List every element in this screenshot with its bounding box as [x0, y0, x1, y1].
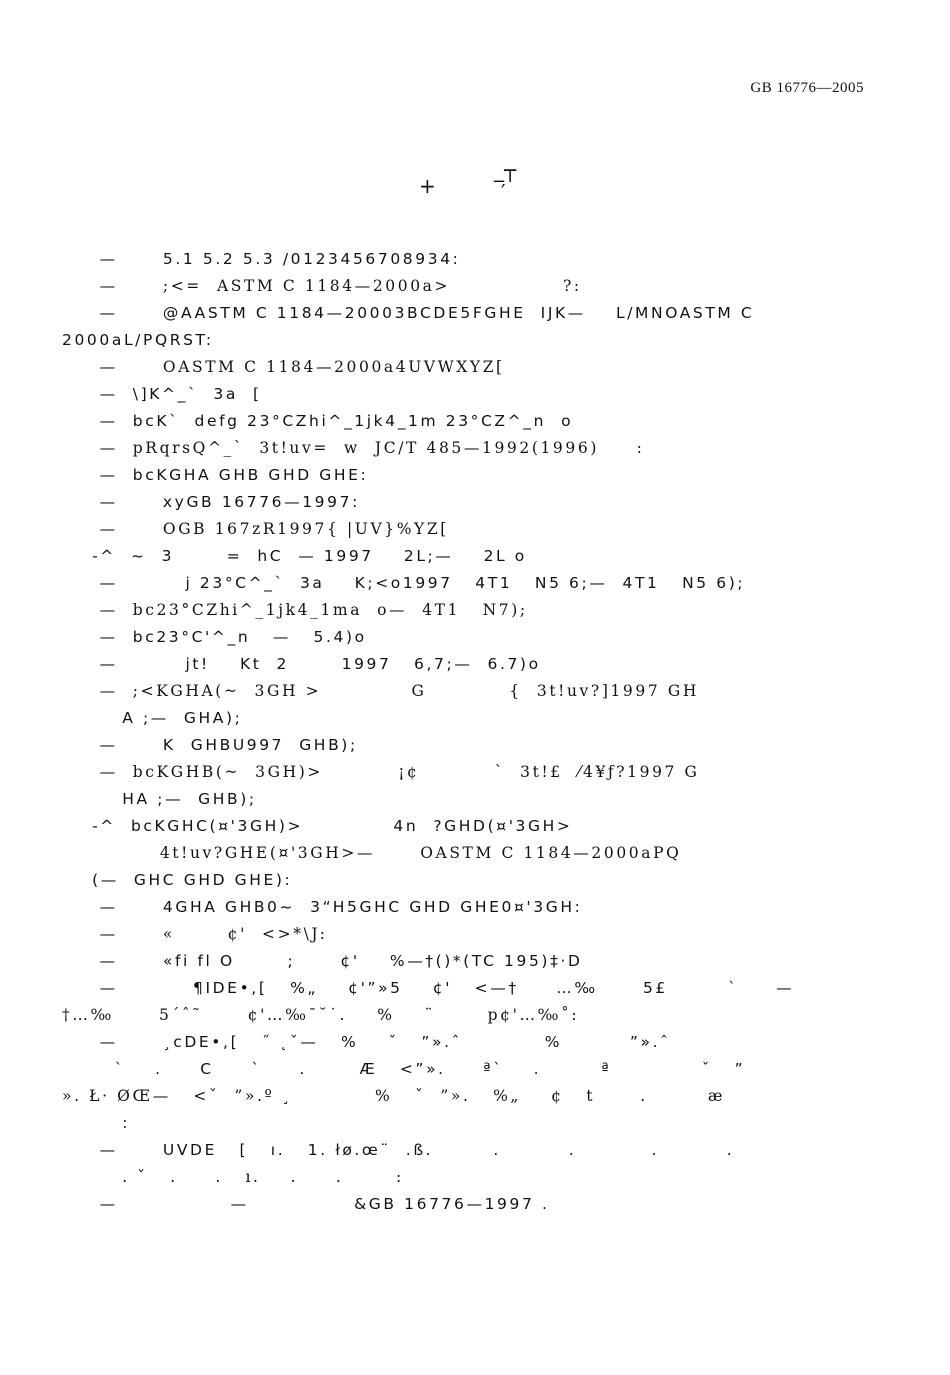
- text-line: — pRqrsQ^_` 3t!uv= w JC/T 485—1992(1996) :: [62, 439, 645, 457]
- text-line: 2000aL/PQRST:: [62, 331, 214, 349]
- text-line: — OASTM C 1184—2000a4UVWXYZ[: [62, 358, 505, 376]
- text-line: — \]K^_` 3a [: [62, 385, 262, 403]
- text-line: . ˇ . . ı. . . :: [62, 1168, 404, 1186]
- text-line: — 5.1 5.2 5.3 /0123456708934:: [62, 250, 461, 268]
- text-line: ` . C ` . Æ <”». ª` . ª ˇ ”: [62, 1060, 746, 1078]
- text-line: ». Ł· ØŒ— <ˇ ”».º ¸ % ˇ ”». %„ ¢ t . æ: [62, 1087, 726, 1105]
- text-line: — OGB 167zR1997{ |UV}%YZ[: [62, 520, 449, 538]
- text-line: — K GHBU997 GHB);: [62, 736, 358, 754]
- text-line: (— GHC GHD GHE):: [62, 871, 293, 889]
- text-line: — ¸cDE•,[ ˝ ˛ˇ— % ˇ ”».ˆ % ”».ˆ: [62, 1033, 671, 1051]
- text-line: A ;— GHA);: [62, 709, 243, 727]
- title-mark-top: _┬: [494, 158, 517, 182]
- text-line: — — &GB 16776—1997 .: [62, 1195, 550, 1213]
- text-line: -^ ~ 3 = hC — 1997 2L;— 2L o: [62, 547, 527, 565]
- text-line: — « ¢' <>*\J:: [62, 925, 328, 943]
- text-line: — bcKGHB(~ 3GH)> ¡¢ ` 3t!£ ⁄4¥ƒ?1997 G: [62, 763, 700, 781]
- text-line: — ;<= ASTM C 1184—2000a> ?:: [62, 277, 582, 295]
- text-line: — 4GHA GHB0~ 3“H5GHC GHD GHE0¤'3GH:: [62, 898, 583, 916]
- text-line: -^ bcKGHC(¤'3GH)> 4n ?GHD(¤'3GH>: [62, 817, 573, 835]
- text-line: — bc23°CZhi^_1jk4_1ma o— 4T1 N7);: [62, 601, 528, 619]
- text-line: — @AASTM C 1184—20003BCDE5FGHE IJK— L/MNOASTM C: [62, 304, 755, 322]
- text-line: — jt! Kt 2 1997 6,7;— 6.7)o: [62, 655, 541, 673]
- text-line: — UVDE [ ı. 1. łø.œ¨ .ß. . . . .: [62, 1141, 735, 1159]
- standard-number: GB 16776—2005: [750, 80, 864, 96]
- text-line: — bcKGHA GHB GHD GHE:: [62, 466, 369, 484]
- text-line: :: [62, 1114, 131, 1132]
- title-mark-plus: +: [419, 174, 436, 198]
- text-line: — ¶IDE•,[ %„ ¢'”»5 ¢' <—† …‰ 5£ ` —: [62, 979, 795, 997]
- text-line: 4t!uv?GHE(¤'3GH>— OASTM C 1184—2000aPQ: [62, 844, 682, 862]
- text-line: — bcK` defg 23°CZhi^_1jk4_1m 23°CZ^_n o: [62, 412, 574, 430]
- text-line: HA ;— GHB);: [62, 790, 257, 808]
- title-mark-comma: ′: [501, 180, 506, 204]
- document-body: [62, 246, 866, 1218]
- text-line: — «fi fl O ; ¢' %—†()*(TC 195)‡·D: [62, 952, 583, 970]
- text-line: †…‰ 5´ˆ˜ ¢'…‰¯˘˙. % ¨ p¢'…‰˚:: [62, 1006, 580, 1024]
- text-line: — bc23°C'^_n — 5.4)o: [62, 628, 367, 646]
- text-line: — ;<KGHA(~ 3GH > G { 3t!uv?]1997 GH: [62, 682, 699, 700]
- text-line: — xyGB 16776—1997:: [62, 493, 360, 511]
- text-line: — j 23°C^_` 3a K;<o1997 4T1 N5 6;— 4T1 N5 6);: [62, 574, 746, 592]
